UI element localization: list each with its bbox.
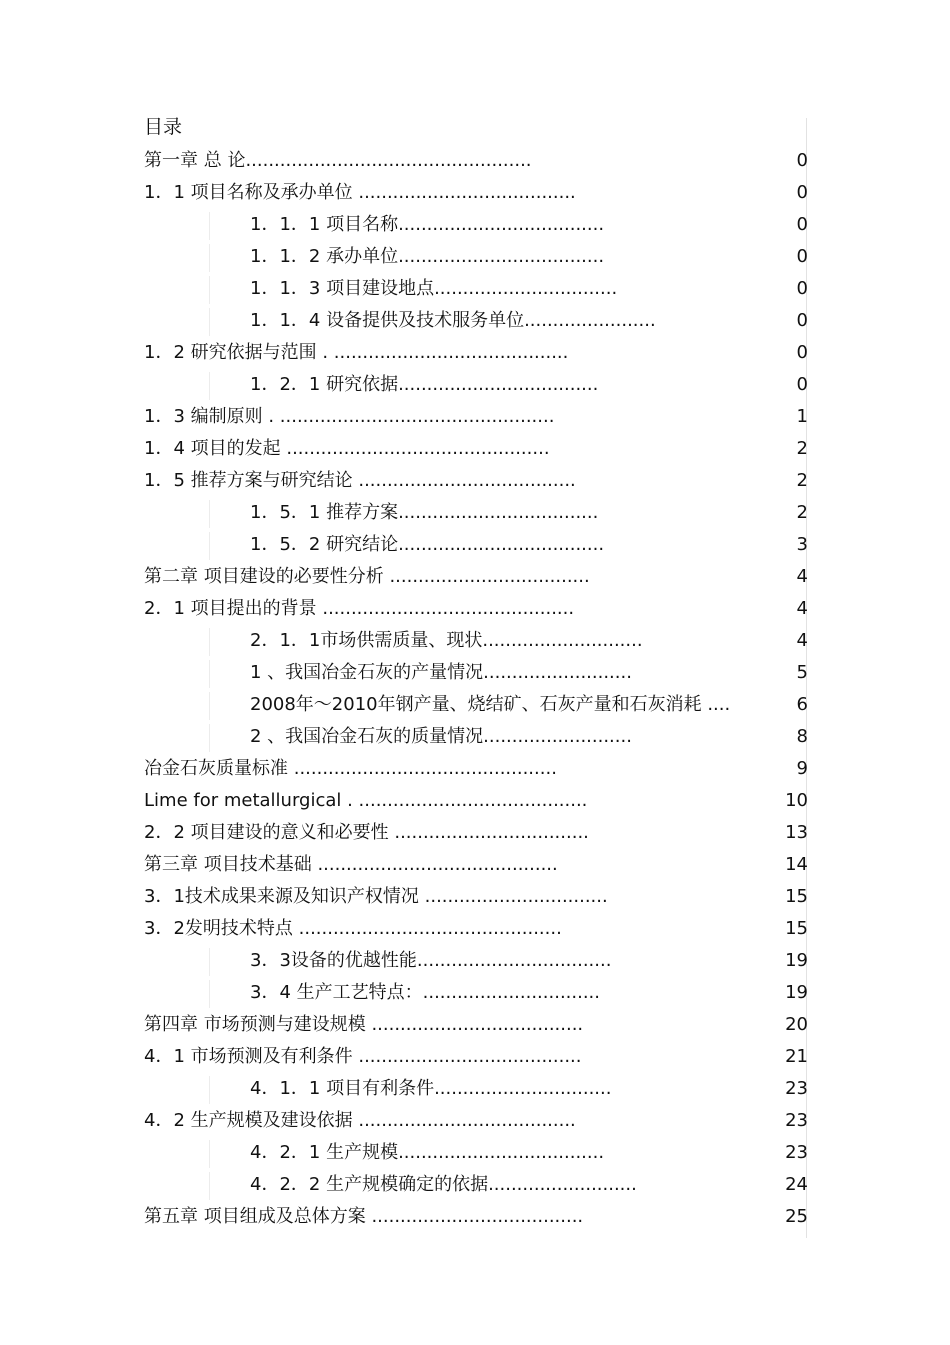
- toc-page-number: 0: [796, 214, 808, 235]
- toc-entry-text: 2008年～2010年钢产量、烧结矿、石灰产量和石灰消耗 ....: [250, 694, 731, 715]
- toc-page-number: 0: [796, 246, 808, 267]
- toc-page-number: 2: [796, 438, 808, 459]
- toc-page-number: 0: [796, 310, 808, 331]
- toc-entry[interactable]: [0, 850, 950, 882]
- toc-page-number: 0: [796, 182, 808, 203]
- toc-entry-text: 第三章 项目技术基础 ..........................................: [144, 854, 558, 875]
- toc-entry-text: 第四章 市场预测与建设规模 .....................................: [144, 1014, 584, 1035]
- toc-page-number: 23: [785, 1110, 808, 1131]
- toc-entry[interactable]: [0, 306, 950, 338]
- toc-page-number: 5: [796, 662, 808, 683]
- toc-entry-text: 2．1．1市场供需质量、现状............................: [250, 630, 643, 651]
- toc-entry[interactable]: [0, 178, 950, 210]
- toc-page-number: 15: [785, 918, 808, 939]
- toc-entry-text: 1．1．1 项目名称....................................: [250, 214, 605, 235]
- toc-entry-text: 1．5．2 研究结论....................................: [250, 534, 605, 555]
- toc-entry-text: 1．1．3 项目建设地点................................: [250, 278, 618, 299]
- toc-entry[interactable]: [0, 818, 950, 850]
- toc-page-number: 0: [796, 342, 808, 363]
- toc-entry-text: 1．4 项目的发起 ..............................................: [144, 438, 550, 459]
- toc-page-number: 6: [796, 694, 808, 715]
- toc-entry-text: 4．2．2 生产规模确定的依据..........................: [250, 1174, 637, 1195]
- toc-page-number: 23: [785, 1078, 808, 1099]
- toc-entry[interactable]: [0, 530, 950, 562]
- toc-entry[interactable]: [0, 722, 950, 754]
- toc-page-number: 19: [785, 950, 808, 971]
- toc-page-number: 15: [785, 886, 808, 907]
- toc-entry-text: 4．2 生产规模及建设依据 ......................................: [144, 1110, 576, 1131]
- toc-page-number: 23: [785, 1142, 808, 1163]
- toc-entry-text: 第五章 项目组成及总体方案 .....................................: [144, 1206, 584, 1227]
- toc-entry[interactable]: [0, 594, 950, 626]
- toc-entry-text: Lime for metallurgical . ........................................: [144, 790, 588, 811]
- toc-page-number: 2: [796, 502, 808, 523]
- toc-entry-text: 4．2．1 生产规模....................................: [250, 1142, 605, 1163]
- toc-entry-text: 1．2．1 研究依据...................................: [250, 374, 599, 395]
- toc-entry[interactable]: [0, 690, 950, 722]
- toc-entry[interactable]: [0, 402, 950, 434]
- toc-page-number: 0: [796, 278, 808, 299]
- toc-page-number: 10: [785, 790, 808, 811]
- toc-entry[interactable]: [0, 1202, 950, 1234]
- toc-entry[interactable]: [0, 370, 950, 402]
- toc-page-number: 20: [785, 1014, 808, 1035]
- toc-entry[interactable]: [0, 338, 950, 370]
- toc-entry[interactable]: [0, 786, 950, 818]
- toc-entry[interactable]: [0, 498, 950, 530]
- toc-entry-text: 3．1技术成果来源及知识产权情况 ................................: [144, 886, 608, 907]
- toc-page-number: 24: [785, 1174, 808, 1195]
- toc-page-number: 0: [796, 150, 808, 171]
- toc-page-number: 9: [796, 758, 808, 779]
- toc-entry-text: 1．5 推荐方案与研究结论 ......................................: [144, 470, 576, 491]
- toc-entry-text: 2．1 项目提出的背景 ............................................: [144, 598, 575, 619]
- toc-entry[interactable]: [0, 466, 950, 498]
- toc-page-number: 4: [796, 630, 808, 651]
- toc-page-number: 4: [796, 566, 808, 587]
- toc-entry[interactable]: [0, 242, 950, 274]
- toc-entry-text: 1 、我国冶金石灰的产量情况..........................: [250, 662, 632, 683]
- toc-page-number: 19: [785, 982, 808, 1003]
- toc-entry[interactable]: [0, 1106, 950, 1138]
- toc-entry[interactable]: [0, 914, 950, 946]
- toc-entry[interactable]: [0, 562, 950, 594]
- toc-page-number: 0: [796, 374, 808, 395]
- toc-page-number: 1: [796, 406, 808, 427]
- toc-title: 目录: [144, 116, 183, 138]
- toc-entry-text: 第一章 总 论..................................................: [144, 150, 532, 171]
- toc-entry[interactable]: [0, 434, 950, 466]
- toc-entry[interactable]: [0, 210, 950, 242]
- toc-entry-text: 3．4 生产工艺特点：...............................: [250, 982, 600, 1003]
- toc-entry-text: 2．2 项目建设的意义和必要性 ..................................: [144, 822, 589, 843]
- toc-entry[interactable]: [0, 1010, 950, 1042]
- toc-entry-text: 4．1．1 项目有利条件...............................: [250, 1078, 612, 1099]
- toc-entry[interactable]: [0, 1042, 950, 1074]
- toc-entry[interactable]: [0, 274, 950, 306]
- toc-page-number: 3: [796, 534, 808, 555]
- toc-entry-text: 3．2发明技术特点 ..............................................: [144, 918, 562, 939]
- toc-entry[interactable]: [0, 1074, 950, 1106]
- toc-entry[interactable]: [0, 658, 950, 690]
- toc-page-number: 25: [785, 1206, 808, 1227]
- toc-entry-text: 1．1 项目名称及承办单位 ......................................: [144, 182, 576, 203]
- toc-entry[interactable]: [0, 754, 950, 786]
- toc-entry-text: 第二章 项目建设的必要性分析 ...................................: [144, 566, 590, 587]
- toc-entry-text: 3．3设备的优越性能..................................: [250, 950, 612, 971]
- toc-entry[interactable]: [0, 146, 950, 178]
- toc-entry-text: 1．2 研究依据与范围 . .........................................: [144, 342, 569, 363]
- toc-entry[interactable]: [0, 946, 950, 978]
- toc-entry[interactable]: [0, 882, 950, 914]
- toc-page-number: 21: [785, 1046, 808, 1067]
- toc-entry-text: 4．1 市场预测及有利条件 .......................................: [144, 1046, 582, 1067]
- toc-entry[interactable]: [0, 1138, 950, 1170]
- toc-entry-text: 冶金石灰质量标准 ..............................................: [144, 758, 557, 779]
- toc-entry-text: 1．1．4 设备提供及技术服务单位.......................: [250, 310, 656, 331]
- toc-entry-text: 1．5．1 推荐方案...................................: [250, 502, 599, 523]
- toc-entry[interactable]: [0, 626, 950, 658]
- toc-entry[interactable]: [0, 1170, 950, 1202]
- toc-entry-text: 1．1．2 承办单位....................................: [250, 246, 605, 267]
- toc-page-number: 14: [785, 854, 808, 875]
- toc-entry-text: 1．3 编制原则 . ................................................: [144, 406, 555, 427]
- toc-page-number: 4: [796, 598, 808, 619]
- toc-entry-text: 2 、我国冶金石灰的质量情况..........................: [250, 726, 632, 747]
- toc-list: [0, 146, 950, 1234]
- toc-page-number: 8: [796, 726, 808, 747]
- toc-entry[interactable]: [0, 978, 950, 1010]
- toc-page-number: 2: [796, 470, 808, 491]
- toc-page-number: 13: [785, 822, 808, 843]
